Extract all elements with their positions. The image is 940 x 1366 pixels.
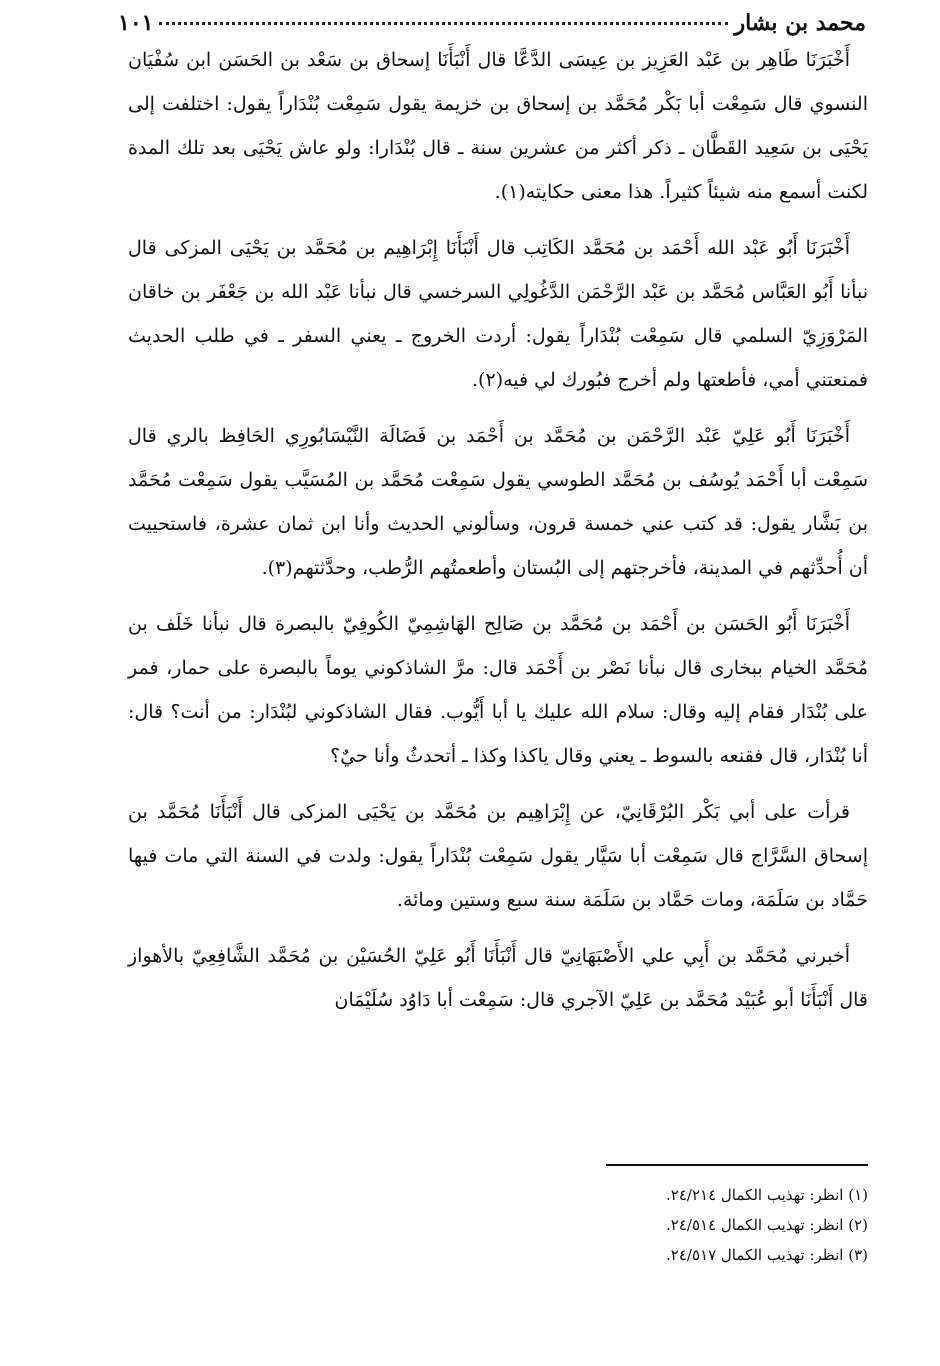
running-header — [118, 6, 866, 40]
paragraph: أَخْبَرَنَا طَاهِر بن عَبْد العَزِيز بن عِيسَى الدَّعَّا قال أَنْبَأَنَا إسحاق بن سَعْد بن الحَسَن ابن سُفْيَان النسوي قال سَمِعْت أبا بَكْر مُحَمَّد بن إسحاق بن خزيمة يقول سَمِعْت بُنْدَاراً يقول: اختلفت إلى يَحْيَى بن سَعِيد القَطَّان ـ ذكر أكثر من عشرين سنة ـ قال بُنْدَارا: ولو عاش يَحْيَى بعد تلك المدة لكنت أسمع منه شيئاً كثيراً. هذا معنى حكايته(١). — [128, 49, 868, 203]
footnote: (١) انظر: تهذيب الكمال ٢٤/٢١٤. — [666, 1186, 868, 1204]
footnote-divider — [606, 1164, 868, 1166]
paragraph: أَخْبَرَنَا أَبُو عَبْد الله أَحْمَد بن مُحَمَّد الكَاتِب قال أَنْبَأَنَا إِبْرَاهِيم بن مُحَمَّد بن يَحْيَى المزكى قال نبأنا أَبُو العَبَّاس مُحَمَّد بن عَبْد الرَّحْمَن الدَّغُولِي السرخسي قال نبأنا عَبْد الله بن جَعْفَر بن خاقان المَرْوَزِيّ السلمي قال سَمِعْت بُنْدَاراً يقول: أردت الخروج ـ يعني السفر ـ في طلب الحديث فمنعتني أمي، فأطعتها ولم أخرج فبُورك لي فيه(٢). — [128, 237, 868, 391]
footnote: (٢) انظر: تهذيب الكمال ٢٤/٥١٤. — [666, 1216, 868, 1234]
main-text — [128, 38, 868, 1034]
paragraph: قرأت على أبي بَكْر البُرْقَانِيّ، عن إِبْرَاهِيم بن مُحَمَّد بن يَحْيَى المزكى قال أَنْبَأَنَا مُحَمَّد بن إسحاق السَّرَّاج قال سَمِعْت أبا سَيَّار يقول سَمِعْت بُنْدَاراً يقول: ولدت في السنة التي مات فيها حَمَّاد بن سَلَمَة، ومات حَمَّاد بن سَلَمَة سنة سبع وستين ومائة. — [128, 801, 868, 911]
header-leader-dots — [159, 22, 728, 25]
paragraph: أَخْبَرَنَا أَبُو عَلِيّ عَبْد الرَّحْمَن بن مُحَمَّد بن أَحْمَد بن فَضَالَة النَّيْسَابُورِي الحَافِظ بالري قال سَمِعْت أبا أَحْمَد يُوسُف بن مُحَمَّد الطوسي يقول سَمِعْت مُحَمَّد بن المُسَيَّب يقول سَمِعْت مُحَمَّد بن بَشَّار يقول: قد كتب عني خمسة قرون، وسألوني الحديث وأنا ابن ثمان عشرة، فاستحييت أن أُحدِّثهم في المدينة، فأخرجتهم إلى البُستان وأطعمتُهم الرُّطب، وحدَّثتهم(٣). — [128, 425, 868, 579]
page-number: ١٠١ — [118, 10, 154, 36]
running-title: محمد بن بشار — [734, 10, 866, 36]
footnote: (٣) انظر: تهذيب الكمال ٢٤/٥١٧. — [666, 1246, 868, 1264]
footnotes — [560, 1180, 868, 1270]
paragraph: أخبرني مُحَمَّد بن أَبِي علي الأَصْبَهَانِيّ قال أَنْبَأَنَا أَبُو عَلِيّ الحُسَيْن بن مُحَمَّد الشَّافِعِيّ بالأهواز قال أَنْبَأَنَا أبو عُبَيْد مُحَمَّد بن عَلِيّ الآجري قال: سَمِعْت أبا دَاوُد سُلَيْمَان — [128, 945, 868, 1011]
paragraph: أَخْبَرَنَا أَبُو الحَسَن بن أَحْمَد بن مُحَمَّد بن صَالِح الهَاشِمِيّ الكُوفِيّ بالبصرة قال نبأنا خَلَف بن مُحَمَّد الخيام ببخارى قال نبأنا نَصْر بن أَحْمَد قال: مرَّ الشاذكوني يوماً بالبصرة على حمار، فمر على بُنْدَار فقام إليه وقال: سلام الله عليك يا أبا أَيُّوب. فقال الشاذكوني لبُنْدَار: من أنت؟ قال: أنا بُنْدَار، قال فقنعه بالسوط ـ يعني وقال ياكذا وكذا ـ أتحدثُ وأنا حيٌ؟ — [128, 613, 868, 767]
